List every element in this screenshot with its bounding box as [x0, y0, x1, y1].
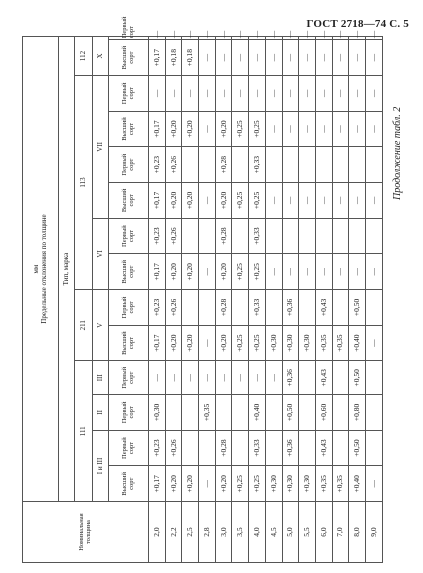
deviation-cell: —: [282, 37, 299, 40]
deviation-cell: —: [232, 75, 249, 111]
deviation-cell: —: [265, 40, 282, 76]
deviation-cell: —: [299, 37, 316, 40]
deviation-cell: [332, 361, 349, 395]
deviation-cell: +0,60: [315, 395, 332, 431]
deviation-cell: +0,43: [315, 361, 332, 395]
deviation-cell: +0,50: [349, 430, 366, 466]
deviation-cell: —: [349, 254, 366, 290]
sort-header-first: Первый сорт: [109, 290, 149, 326]
deviation-cell: —: [232, 40, 249, 76]
deviation-cell: —: [182, 75, 199, 111]
deviation-cell: +0,20: [215, 254, 232, 290]
deviation-cell: +0,20: [165, 466, 182, 502]
deviation-cell: —: [365, 75, 382, 111]
deviation-cell: —: [349, 40, 366, 76]
deviation-cell: +0,17: [149, 254, 166, 290]
deviation-cell: —: [199, 40, 216, 76]
deviation-cell: +0,35: [315, 466, 332, 502]
deviation-cell: +0,23: [149, 430, 166, 466]
deviation-cell: +0,26: [165, 147, 182, 183]
deviation-cell: +0,30: [282, 325, 299, 361]
deviation-cell: —: [149, 75, 166, 111]
thickness-cell: 8,0: [349, 502, 366, 563]
deviation-cell: [182, 430, 199, 466]
deviation-cell: +0,25: [232, 325, 249, 361]
subgroup-header-1-3: I и III: [93, 430, 109, 501]
deviation-cell: —: [199, 111, 216, 147]
table-row: [232, 37, 249, 563]
deviation-cell: +0,28: [215, 147, 232, 183]
deviation-cell: +0,18: [182, 40, 199, 76]
deviation-cell: [299, 430, 316, 466]
subgroup-header-10: X: [93, 37, 109, 76]
deviation-cell: —: [315, 75, 332, 111]
deviation-cell: +0,25: [249, 254, 266, 290]
deviation-cell: [265, 430, 282, 466]
deviation-cell: +0,20: [165, 183, 182, 219]
deviation-cell: —: [332, 111, 349, 147]
deviation-cell: [182, 395, 199, 431]
deviation-cell: —: [315, 183, 332, 219]
deviation-cell: [215, 395, 232, 431]
deviation-cell: —: [365, 183, 382, 219]
deviation-cell: +0,17: [149, 466, 166, 502]
thickness-cell: 2,8: [199, 502, 216, 563]
unit-label: мм: [32, 264, 41, 274]
deviation-cell: —: [249, 75, 266, 111]
deviations-header: Предельные отклонения по толщине: [39, 214, 48, 324]
deviation-cell: +0,30: [149, 395, 166, 431]
deviation-cell: —: [349, 111, 366, 147]
deviation-cell: —: [315, 40, 332, 76]
deviation-cell: +0,50: [282, 395, 299, 431]
deviation-cell: [199, 147, 216, 183]
deviation-cell: [232, 290, 249, 326]
sort-header-first: Первый сорт: [109, 361, 149, 395]
deviation-cell: +0,50: [349, 361, 366, 395]
deviation-cell: [282, 147, 299, 183]
sort-header-first: Первый сорт: [109, 75, 149, 111]
deviation-cell: —: [365, 111, 382, 147]
deviation-cell: [299, 361, 316, 395]
deviation-cell: +0,30: [299, 325, 316, 361]
subgroup-header-3: III: [93, 361, 109, 395]
deviation-cell: —: [249, 37, 266, 40]
deviation-cell: +0,20: [182, 466, 199, 502]
deviation-cell: —: [149, 361, 166, 395]
deviation-cell: [365, 361, 382, 395]
deviation-cell: +0,28: [215, 218, 232, 254]
deviation-cell: —: [215, 37, 232, 40]
deviation-cell: +0,17: [149, 40, 166, 76]
table-row: [249, 37, 266, 563]
type-brand-header: Тип, марка: [59, 37, 75, 502]
deviation-cell: [265, 395, 282, 431]
table-row: [282, 37, 299, 563]
deviation-cell: [332, 395, 349, 431]
deviation-cell: [299, 395, 316, 431]
sort-header-highest: Высший сорт: [109, 40, 149, 76]
deviation-cell: —: [182, 37, 199, 40]
deviation-cell: —: [299, 111, 316, 147]
deviation-cell: —: [265, 361, 282, 395]
deviation-cell: —: [365, 37, 382, 40]
deviation-cell: [199, 290, 216, 326]
deviation-cell: +0,26: [165, 290, 182, 326]
deviation-cell: +0,35: [199, 395, 216, 431]
deviation-cell: +0,26: [165, 218, 182, 254]
deviation-cell: —: [299, 40, 316, 76]
deviation-cell: +0,20: [165, 254, 182, 290]
thickness-cell: 3,0: [215, 502, 232, 563]
sort-header-highest: Высший сорт: [109, 254, 149, 290]
table-row: [332, 37, 349, 563]
deviation-cell: —: [249, 361, 266, 395]
deviation-cell: +0,20: [182, 325, 199, 361]
deviation-cell: +0,35: [315, 325, 332, 361]
deviation-cell: —: [199, 325, 216, 361]
table-row: [215, 37, 232, 563]
continuation-text: Продолжение табл. 2: [392, 106, 403, 200]
thickness-cell: 2,2: [165, 502, 182, 563]
deviation-cell: —: [282, 75, 299, 111]
subgroup-header-7: VII: [93, 75, 109, 218]
continuation-label: [392, 20, 412, 200]
deviation-cell: +0,40: [349, 325, 366, 361]
deviation-cell: —: [332, 37, 349, 40]
deviation-cell: +0,25: [232, 183, 249, 219]
deviation-cell: —: [282, 111, 299, 147]
deviation-cell: +0,25: [232, 466, 249, 502]
deviation-cell: —: [315, 37, 332, 40]
deviation-cell: [299, 147, 316, 183]
deviation-cell: —: [282, 40, 299, 76]
deviation-cell: —: [199, 361, 216, 395]
deviation-cell: +0,33: [249, 430, 266, 466]
deviation-cell: +0,43: [315, 290, 332, 326]
deviation-cell: +0,33: [249, 147, 266, 183]
deviation-cell: [299, 290, 316, 326]
deviations-header-cell: [23, 37, 59, 502]
deviation-cell: +0,25: [232, 254, 249, 290]
deviation-cell: +0,25: [249, 466, 266, 502]
thickness-cell: 7,0: [332, 502, 349, 563]
deviation-cell: [232, 218, 249, 254]
deviation-cell: —: [349, 37, 366, 40]
deviation-cell: [165, 395, 182, 431]
deviation-cell: +0,28: [215, 290, 232, 326]
deviation-cell: +0,23: [149, 147, 166, 183]
deviation-cell: +0,25: [249, 183, 266, 219]
deviation-cell: [332, 218, 349, 254]
deviation-cell: +0,30: [265, 466, 282, 502]
deviation-cell: +0,33: [249, 218, 266, 254]
deviation-cell: —: [299, 254, 316, 290]
deviation-cell: +0,20: [182, 111, 199, 147]
deviation-cell: +0,20: [215, 466, 232, 502]
thickness-cell: 5,0: [282, 502, 299, 563]
deviation-cell: —: [365, 325, 382, 361]
deviation-cell: [365, 395, 382, 431]
deviation-cell: —: [349, 75, 366, 111]
sort-header-highest: Высший сорт: [109, 111, 149, 147]
deviation-cell: +0,20: [215, 325, 232, 361]
group-header-111: 111: [75, 361, 93, 502]
deviation-cell: +0,20: [215, 111, 232, 147]
deviation-cell: —: [165, 361, 182, 395]
sort-header-first: Первый сорт: [109, 37, 149, 40]
deviation-cell: +0,30: [265, 325, 282, 361]
deviation-cell: [332, 430, 349, 466]
thickness-cell: 4,0: [249, 502, 266, 563]
sort-header-first: Первый сорт: [109, 147, 149, 183]
deviation-cell: [299, 218, 316, 254]
table-row: [182, 37, 199, 563]
deviation-cell: +0,36: [282, 361, 299, 395]
deviation-cell: [332, 147, 349, 183]
table-row: [265, 37, 282, 563]
thickness-cell: 4,5: [265, 502, 282, 563]
thickness-cell: 5,5: [299, 502, 316, 563]
deviation-cell: —: [332, 254, 349, 290]
deviation-cell: —: [232, 37, 249, 40]
deviation-cell: —: [265, 111, 282, 147]
deviation-cell: —: [299, 75, 316, 111]
deviation-cell: —: [332, 75, 349, 111]
table-row: [165, 37, 182, 563]
thickness-cell: 3,5: [232, 502, 249, 563]
deviation-cell: [332, 290, 349, 326]
deviation-cell: —: [215, 40, 232, 76]
sort-header-highest: Высший сорт: [109, 466, 149, 502]
deviation-cell: —: [332, 183, 349, 219]
table-row: [365, 37, 382, 563]
deviation-cell: +0,20: [215, 183, 232, 219]
deviation-cell: +0,40: [349, 466, 366, 502]
table-row: [149, 37, 166, 563]
deviation-cell: —: [315, 254, 332, 290]
deviation-cell: +0,18: [165, 40, 182, 76]
deviation-cell: —: [349, 183, 366, 219]
deviation-cell: —: [215, 361, 232, 395]
deviation-cell: [315, 147, 332, 183]
deviation-cell: +0,36: [282, 290, 299, 326]
deviation-cell: +0,36: [282, 430, 299, 466]
header-row-main: [23, 37, 59, 563]
deviation-cell: [365, 218, 382, 254]
deviation-cell: [199, 218, 216, 254]
deviation-cell: —: [215, 75, 232, 111]
thickness-header: Номинальная толщина: [23, 502, 149, 563]
deviation-cell: +0,30: [282, 466, 299, 502]
deviation-cell: +0,35: [332, 466, 349, 502]
header-row-groups: [75, 37, 93, 563]
deviation-cell: —: [265, 75, 282, 111]
deviation-cell: +0,80: [349, 395, 366, 431]
deviation-cell: —: [265, 183, 282, 219]
deviation-cell: +0,23: [149, 290, 166, 326]
table-row: [299, 37, 316, 563]
deviation-cell: +0,25: [232, 111, 249, 147]
deviation-cell: [182, 218, 199, 254]
deviation-cell: —: [365, 254, 382, 290]
deviation-cell: +0,50: [349, 290, 366, 326]
deviation-cell: —: [199, 37, 216, 40]
deviation-cell: —: [365, 40, 382, 76]
deviation-cell: —: [165, 37, 182, 40]
deviation-cell: +0,33: [249, 290, 266, 326]
deviation-cell: +0,20: [165, 111, 182, 147]
deviation-cell: —: [232, 361, 249, 395]
deviation-cell: —: [199, 75, 216, 111]
deviation-cell: +0,20: [182, 254, 199, 290]
deviation-cell: [182, 290, 199, 326]
thickness-cell: 2,0: [149, 502, 166, 563]
thickness-cell: 2,5: [182, 502, 199, 563]
group-header-113: 113: [75, 75, 93, 289]
table-row: [199, 37, 216, 563]
deviation-cell: +0,28: [215, 430, 232, 466]
sort-header-first: Первый сорт: [109, 218, 149, 254]
deviation-cell: +0,25: [249, 325, 266, 361]
page-header-title: ГОСТ 2718—74 С. 5: [306, 18, 409, 30]
sort-header-highest: Высший сорт: [109, 183, 149, 219]
deviation-cell: —: [299, 183, 316, 219]
deviation-cell: +0,40: [249, 395, 266, 431]
deviation-cell: —: [265, 254, 282, 290]
deviation-cell: —: [315, 111, 332, 147]
deviation-cell: —: [199, 183, 216, 219]
deviation-cell: +0,30: [299, 466, 316, 502]
subgroup-header-5: V: [93, 290, 109, 361]
deviation-cell: —: [165, 75, 182, 111]
deviation-cell: —: [182, 361, 199, 395]
deviation-cell: —: [282, 254, 299, 290]
group-header-211: 211: [75, 290, 93, 361]
deviation-cell: [365, 430, 382, 466]
group-header-112: 112: [75, 37, 93, 76]
deviation-cell: —: [149, 37, 166, 40]
subgroup-header-2: II: [93, 395, 109, 431]
deviation-cell: [365, 290, 382, 326]
subgroup-header-6: VI: [93, 218, 109, 289]
deviation-cell: [232, 430, 249, 466]
deviation-cell: —: [365, 466, 382, 502]
deviation-cell: —: [199, 466, 216, 502]
deviation-cell: [282, 218, 299, 254]
deviation-cell: —: [199, 254, 216, 290]
header-row-type: [59, 37, 75, 563]
deviation-cell: +0,25: [249, 111, 266, 147]
deviation-cell: [349, 147, 366, 183]
thickness-cell: 9,0: [365, 502, 382, 563]
deviation-cell: —: [265, 37, 282, 40]
thickness-cell: 6,0: [315, 502, 332, 563]
deviation-cell: [265, 147, 282, 183]
header-row-subgroups: [93, 37, 109, 563]
table-row: [349, 37, 366, 563]
deviation-cell: +0,17: [149, 111, 166, 147]
deviation-cell: —: [282, 183, 299, 219]
deviation-cell: [349, 218, 366, 254]
deviation-cell: [365, 147, 382, 183]
deviation-cell: [182, 147, 199, 183]
deviation-cell: +0,26: [165, 430, 182, 466]
deviation-cell: [232, 395, 249, 431]
deviation-cell: [199, 430, 216, 466]
deviation-cell: +0,20: [165, 325, 182, 361]
deviation-cell: [265, 218, 282, 254]
deviation-cell: +0,35: [332, 325, 349, 361]
deviation-cell: [232, 147, 249, 183]
sort-header-highest: Высший сорт: [109, 325, 149, 361]
deviation-cell: +0,20: [182, 183, 199, 219]
deviation-cell: [265, 290, 282, 326]
deviation-cell: [315, 218, 332, 254]
deviation-cell: —: [249, 40, 266, 76]
deviation-cell: +0,17: [149, 325, 166, 361]
deviation-cell: —: [332, 40, 349, 76]
table-row: [315, 37, 332, 563]
header-row-sorts: [109, 37, 149, 563]
deviation-cell: +0,23: [149, 218, 166, 254]
deviation-cell: +0,17: [149, 183, 166, 219]
sort-header-first: Первый сорт: [109, 395, 149, 431]
deviation-cell: +0,43: [315, 430, 332, 466]
sort-header-first: Первый сорт: [109, 430, 149, 466]
